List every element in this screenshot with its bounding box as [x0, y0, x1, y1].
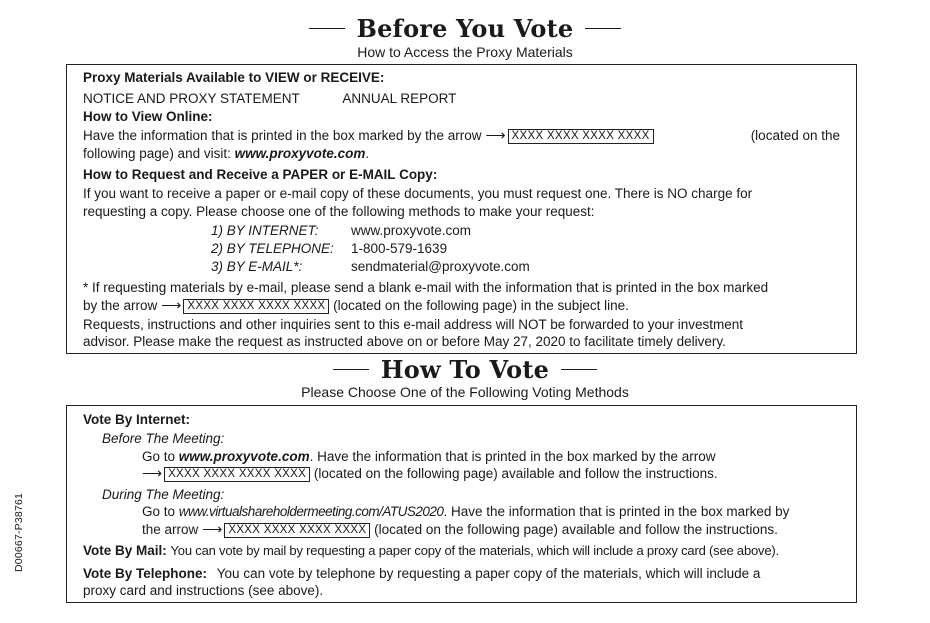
control-number-box: XXXX XXXX XXXX XXXX [508, 129, 654, 144]
vote-mail-heading: Vote By Mail: [83, 543, 167, 558]
view-online-heading: How to View Online: [83, 109, 213, 124]
view-online-text-line2 [83, 145, 369, 162]
method-internet-value[interactable]: www.proxyvote.com [351, 223, 472, 238]
before-text-b: . Have the information that is printed in the box marked by the arrow [309, 449, 716, 464]
how-to-vote-header [0, 355, 930, 384]
view-text-c: following page) and visit: [83, 146, 231, 161]
arrow-icon: ⟶ [485, 127, 506, 143]
proxyvote-link[interactable]: www.proxyvote.com [234, 146, 366, 161]
before-meeting-text-line2 [142, 465, 718, 482]
method-telephone-value[interactable]: 1-800-579-1639 [351, 241, 448, 256]
request-text-line1: If you want to receive a paper or e-mail copy of these documents, you must request one. There is NO charge for [83, 186, 753, 201]
view-text-a: Have the information that is printed in the box marked by the arrow [83, 128, 482, 143]
during-text-c: the arrow [142, 522, 199, 537]
vote-phone-line2: proxy card and instructions (see above). [83, 583, 324, 598]
during-meeting-label: During The Meeting: [102, 487, 225, 502]
before-proxyvote-link[interactable]: www.proxyvote.com [178, 449, 310, 464]
during-meeting-text-line1 [142, 503, 789, 520]
method-email-value[interactable]: sendmaterial@proxyvote.com [351, 259, 530, 274]
method-email-label: 3) BY E-MAIL*: [211, 259, 303, 274]
before-meeting-text-line1 [142, 448, 839, 465]
arrow-icon: ⟶ [142, 465, 163, 481]
arrow-icon: ⟶ [161, 297, 182, 313]
available-heading: Proxy Materials Available to VIEW or RECEIVE: [83, 70, 385, 85]
view-text-b: (located on the [750, 128, 840, 143]
method-internet-label: 1) BY INTERNET: [211, 223, 319, 238]
during-go-to: Go to [142, 504, 176, 519]
title-rule-right [561, 369, 597, 370]
section2-subtitle: Please Choose One of the Following Voting Methods [301, 384, 629, 400]
vote-phone-text1: You can vote by telephone by requesting a paper copy of the materials, which will include a [216, 566, 761, 581]
material-annual-report: ANNUAL REPORT [342, 91, 457, 106]
view-period: . [365, 146, 370, 161]
email-note-line2 [83, 297, 629, 314]
materials-list [83, 90, 456, 107]
during-meeting-text-line2 [142, 521, 778, 538]
vote-phone-heading: Vote By Telephone: [83, 566, 208, 581]
during-text-b: . Have the information that is printed in the box marked by [443, 504, 790, 519]
section1-title: Before You Vote [356, 14, 574, 43]
request-text-line2: requesting a copy. Please choose one of the following methods to make your request: [83, 204, 595, 219]
title-rule-left [309, 28, 345, 29]
vote-phone-line1 [83, 565, 840, 582]
request-heading: How to Request and Receive a PAPER or E-MAIL Copy: [83, 167, 438, 182]
material-notice: NOTICE AND PROXY STATEMENT [83, 91, 300, 106]
section1-subtitle: How to Access the Proxy Materials [357, 44, 573, 60]
vote-internet-heading: Vote By Internet: [83, 412, 191, 427]
view-online-text-line1 [83, 127, 840, 144]
section2-title: How To Vote [380, 355, 550, 384]
before-you-vote-header [0, 14, 930, 43]
document-code: D00667-P38761 [13, 492, 25, 572]
note2-a: by the arrow [83, 298, 158, 313]
during-text-d: (located on the following page) available and follow the instructions. [374, 522, 778, 537]
vote-mail-line [83, 542, 779, 559]
method-telephone-label: 2) BY TELEPHONE: [211, 241, 334, 256]
note2-b: (located on the following page) in the subject line. [333, 298, 629, 313]
before-meeting-label: Before The Meeting: [102, 431, 225, 446]
email-note-line1: * If requesting materials by e-mail, please send a blank e-mail with the information that is printed in the box marked [83, 280, 769, 295]
before-text-c: (located on the following page) available and follow the instructions. [313, 466, 718, 481]
control-number-box: XXXX XXXX XXXX XXXX [224, 523, 370, 538]
email-note-line3: Requests, instructions and other inquiries sent to this e-mail address will NOT be forwarded to your investment [83, 317, 744, 332]
email-note-line4: advisor. Please make the request as instructed above on or before May 27, 2020 to facilitate timely delivery. [83, 334, 726, 349]
before-go-to: Go to [142, 449, 176, 464]
vote-mail-text: You can vote by mail by requesting a paper copy of the materials, which will include a proxy card (see above). [170, 543, 779, 558]
virtual-meeting-link[interactable]: www.virtualshareholdermeeting.com/ATUS2020 [178, 504, 444, 519]
arrow-icon: ⟶ [202, 521, 223, 537]
control-number-box: XXXX XXXX XXXX XXXX [183, 299, 329, 314]
title-rule-right [585, 28, 621, 29]
control-number-box: XXXX XXXX XXXX XXXX [164, 467, 310, 482]
title-rule-left [333, 369, 369, 370]
